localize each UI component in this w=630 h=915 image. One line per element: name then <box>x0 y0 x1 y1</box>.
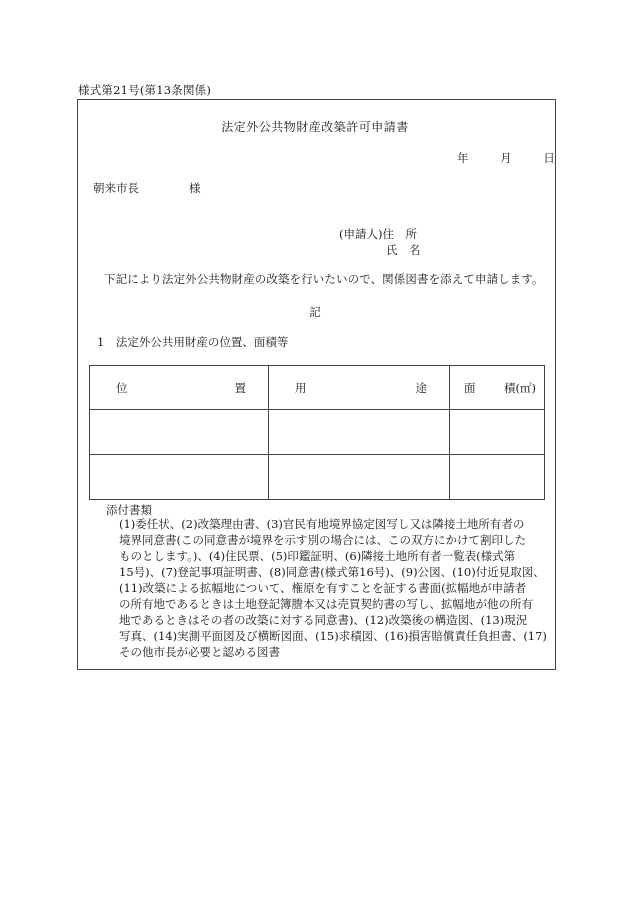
cell-use[interactable] <box>269 455 450 500</box>
intro-text: 下記により法定外公共物財産の改築を行いたいので、関係図書を添えて申請します。 <box>104 272 544 286</box>
attachments-line: その他市長が必要と認める図書 <box>119 645 280 659</box>
attachments-line: 地であるときはその者の改築に対する同意書)、(12)改築後の構造図、(13)現況 <box>119 613 528 627</box>
ki-heading: 記 <box>309 305 321 319</box>
table-row <box>90 455 545 500</box>
attachments-line: (11)改築による拡幅地について、権原を有すことを証する書面(拡幅地が申請者 <box>119 581 527 595</box>
document-title: 法定外公共物財産改築許可申請書 <box>221 120 409 134</box>
cell-location[interactable] <box>90 455 269 500</box>
attachments-line: 写真、(14)実測平面図及び横断図面、(15)求積図、(16)損害賠償責任負担書、(17) <box>119 629 547 643</box>
attachments-heading: 添付書類 <box>106 503 152 517</box>
addressee-honorific: 様 <box>189 181 201 195</box>
header-location: 位 置 <box>90 366 269 410</box>
addressee <box>93 180 201 196</box>
attachments-line: 境界同意書(この同意書が境界を示す別の場合には、この双方にかけて割印した <box>119 533 526 547</box>
section1-heading: 1 法定外公共用財産の位置、面積等 <box>97 335 289 349</box>
attachments-list <box>119 516 547 660</box>
form-number: 様式第21号(第13条関係) <box>78 83 212 97</box>
table-header-row <box>90 366 545 410</box>
land-table <box>89 365 545 500</box>
header-use: 用 途 <box>269 366 450 410</box>
date-line <box>457 150 555 166</box>
cell-use[interactable] <box>269 410 450 455</box>
cell-location[interactable] <box>90 410 269 455</box>
addressee-name: 朝来市長 <box>93 181 139 195</box>
date-year: 年 <box>457 151 469 165</box>
cell-area[interactable] <box>450 410 545 455</box>
applicant-address-label: (申請人)住 所 <box>339 227 417 241</box>
cell-area[interactable] <box>450 455 545 500</box>
date-month: 月 <box>500 151 512 165</box>
header-area: 面 積(㎡) <box>450 366 545 410</box>
table-row <box>90 410 545 455</box>
attachments-line: の所有地であるときは土地登記簿謄本又は売買契約書の写し、拡幅地が他の所有 <box>119 597 533 611</box>
date-day: 日 <box>543 151 555 165</box>
attachments-line: ものとします。)、(4)住民票、(5)印鑑証明、(6)隣接土地所有者一覧表(様式第 <box>119 549 516 563</box>
applicant-name-label: 氏 名 <box>386 243 421 257</box>
attachments-line: (1)委任状、(2)改築理由書、(3)官民有地境界協定図写し又は隣接土地所有者の <box>119 517 525 531</box>
attachments-line: 15号)、(7)登記事項証明書、(8)同意書(様式第16号)、(9)公図、(10)付近見取図、 <box>119 565 545 579</box>
